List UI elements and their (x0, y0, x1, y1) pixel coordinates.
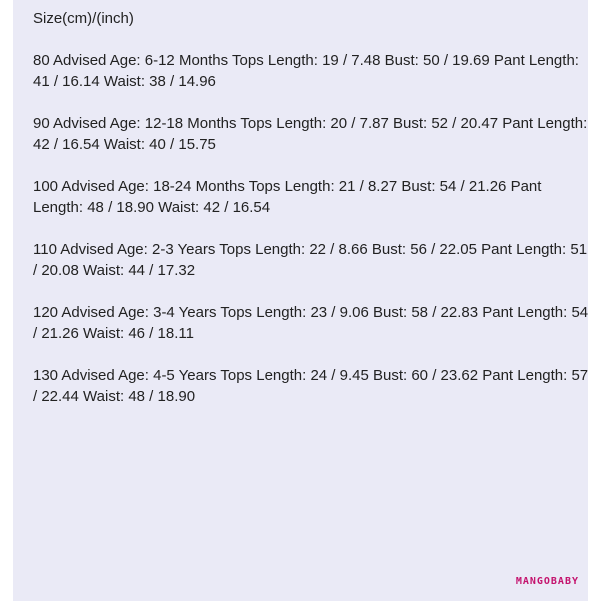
size-chart-heading: Size(cm)/(inch) (33, 10, 134, 27)
size-chart-panel (13, 0, 588, 601)
size-entry-90: 90 Advised Age: 12-18 Months Tops Length: 20 / 7.87 Bust: 52 / 20.47 Pant Length: 42 / 16.54 Waist: 40 / 15.75 (33, 115, 588, 153)
size-chart-text (33, 8, 593, 428)
brand-watermark: MANGOBABY (515, 576, 579, 587)
size-entry-100: 100 Advised Age: 18-24 Months Tops Length: 21 / 8.27 Bust: 54 / 21.26 Pant Length: 48 / 18.90 Waist: 42 / 16.54 (33, 178, 542, 216)
size-entry-120: 120 Advised Age: 3-4 Years Tops Length: 23 / 9.06 Bust: 58 / 22.83 Pant Length: 54 / 21.26 Waist: 46 / 18.11 (33, 304, 589, 342)
size-entry-130: 130 Advised Age: 4-5 Years Tops Length: 24 / 9.45 Bust: 60 / 23.62 Pant Length: 57 / 22.44 Waist: 48 / 18.90 (33, 367, 589, 405)
size-entry-110: 110 Advised Age: 2-3 Years Tops Length: 22 / 8.66 Bust: 56 / 22.05 Pant Length: 51 / 20.08 Waist: 44 / 17.32 (33, 241, 588, 279)
size-entry-80: 80 Advised Age: 6-12 Months Tops Length: 19 / 7.48 Bust: 50 / 19.69 Pant Length: 41 / 16.14 Waist: 38 / 14.96 (33, 52, 579, 90)
